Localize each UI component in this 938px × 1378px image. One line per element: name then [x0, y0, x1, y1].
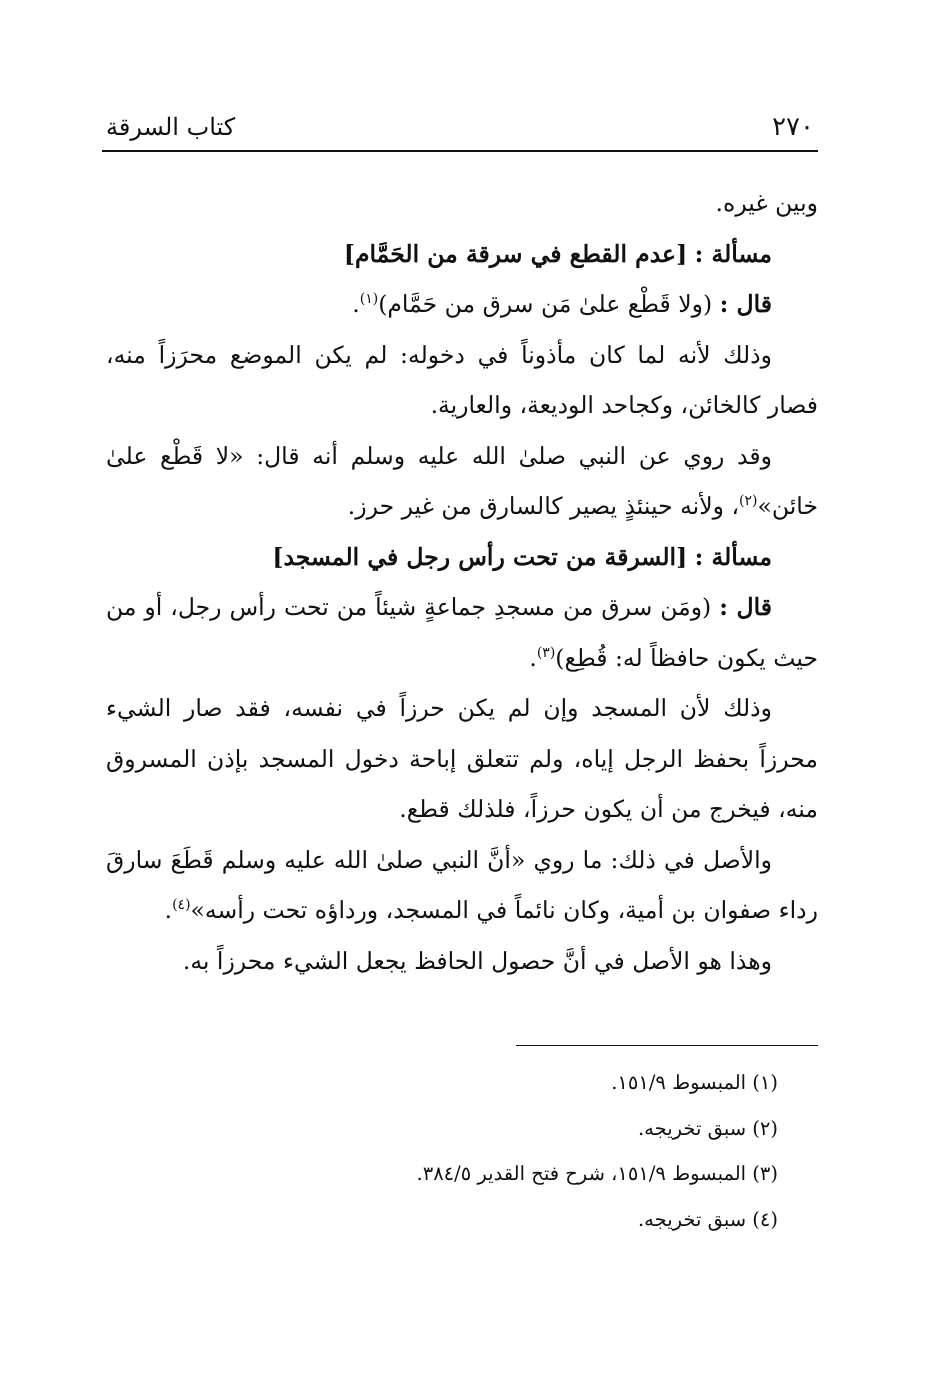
main-text	[106, 178, 818, 986]
paragraph: وبين غيره.	[715, 189, 818, 217]
punctuation: .	[164, 896, 173, 924]
heading-title: [عدم القطع في سرقة من الحَمَّام]	[343, 239, 688, 268]
paragraph-text: ، ولأنه حينئذٍ يصير كالسارق من غير حرز.	[347, 492, 740, 520]
paragraph: وهذا هو الأصل في أنَّ حصول الحافظ يجعل الشيء محرزاً به.	[182, 946, 772, 975]
footnote: (٢) سبق تخريجه.	[637, 1116, 778, 1140]
paragraph	[106, 431, 818, 532]
paragraph-text: والأصل في ذلك: ما روي «أنَّ النبي صلىٰ الله عليه وسلم قَطَعَ سارقَ رداء صفوان بن أمية، وكان نائماً في المسجد، ورداؤه تحت رأسه»	[106, 845, 818, 924]
punctuation: .	[352, 290, 360, 318]
paragraph: وذلك لأن المسجد وإن لم يكن حرزاً في نفسه، فقد صار الشيء محرزاً بحفظ الرجل إياه، ولم تتعلق إباحة دخول المسجد بإذن المسروق منه، فيخرج من أن يكون حرزاً، فلذلك قطع.	[106, 694, 818, 823]
heading-label: مسألة :	[694, 239, 772, 268]
footnote: (٣) المبسوط ١٥١/٩، شرح فتح القدير ٣٨٤/٥.	[416, 1162, 778, 1185]
footnote-ref: (٤)	[172, 897, 191, 914]
paragraph-text: وقد روي عن النبي صلىٰ الله عليه وسلم أنه قال: «لا قَطْع علىٰ خائن»	[106, 441, 818, 520]
running-title: كتاب السرقة	[106, 113, 236, 141]
paragraph: وذلك لأنه لما كان مأذوناً في دخوله: لم يكن الموضع محرَزاً منه، فصار كالخائن، وكجاحد الوديعة، والعارية.	[106, 340, 818, 419]
footnote: (١) المبسوط ١٥١/٩.	[611, 1071, 778, 1094]
section-heading	[106, 532, 818, 583]
quoted-text	[106, 279, 818, 330]
quote-label: قال :	[719, 290, 772, 318]
punctuation: .	[529, 643, 537, 672]
heading-label: مسألة :	[694, 542, 772, 571]
quote-label: قال :	[719, 593, 772, 621]
quote-body: (ولا قَطْع علىٰ مَن سرق من حَمَّام)	[378, 290, 713, 318]
quoted-text	[106, 582, 818, 683]
quote-body: (ومَن سرق من مسجدِ جماعةٍ شيئاً من تحت رأس رجل، أو من حيث يكون حافظاً له: قُطِع)	[106, 593, 818, 672]
heading-title: [السرقة من تحت رأس رجل في المسجد]	[272, 542, 688, 571]
footnote-ref: (١)	[359, 291, 379, 308]
page-header	[102, 108, 818, 152]
section-heading	[106, 229, 818, 280]
footnote-divider	[516, 1045, 818, 1046]
paragraph	[106, 835, 818, 936]
footnote-ref: (٣)	[536, 644, 556, 661]
page-number: ٢٧٠	[772, 112, 814, 142]
footnote: (٤) سبق تخريجه.	[637, 1207, 778, 1231]
footnotes	[200, 1060, 778, 1242]
footnote-ref: (٢)	[739, 493, 758, 510]
